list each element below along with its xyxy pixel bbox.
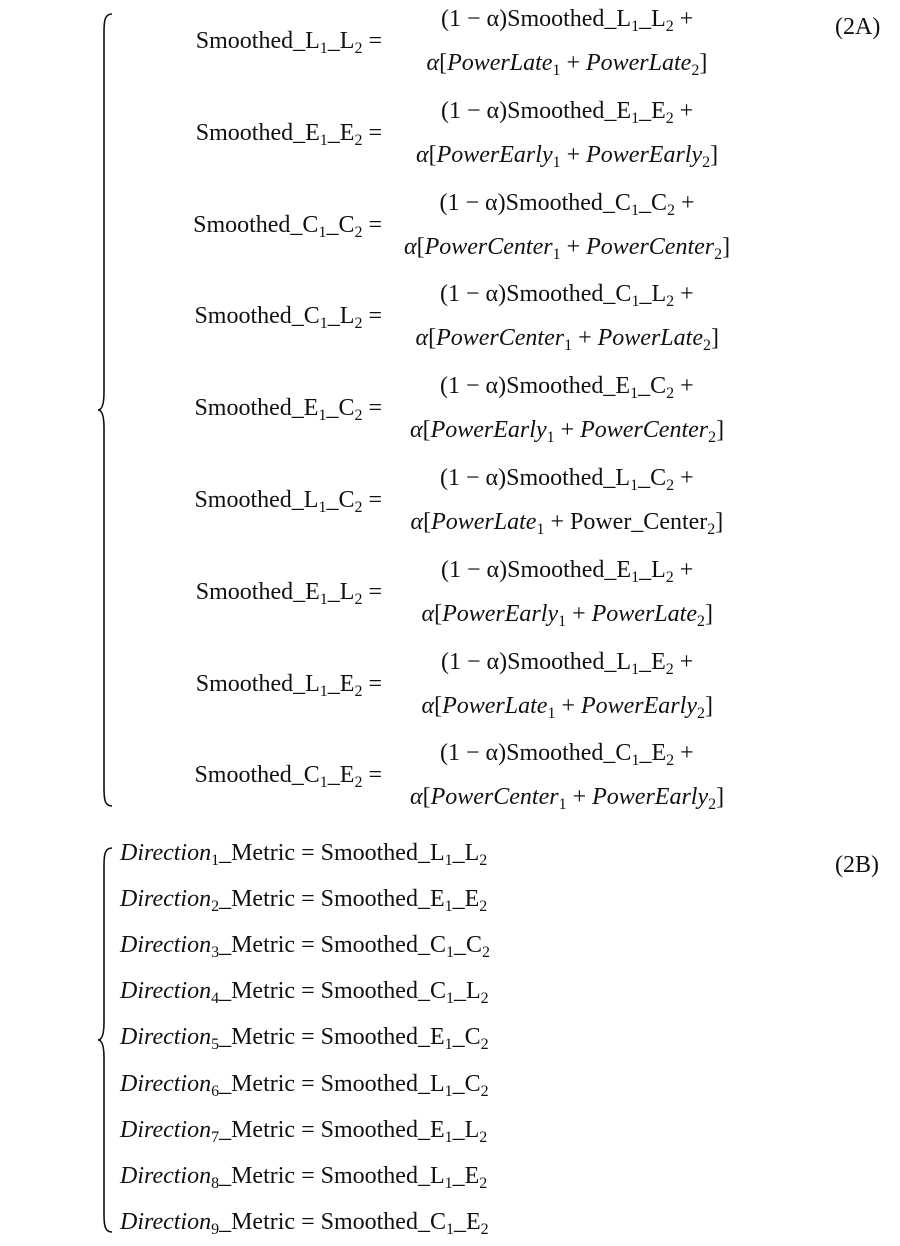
left-brace-2a	[96, 12, 114, 808]
equation-label-2a: (2A)	[835, 14, 881, 40]
equation-rhs-top: $(1 - \alpha)Smoothed\_L_1\_C_2$ +	[440, 465, 694, 494]
direction-metric-equation: Direction$_8$_Metric = $Smoothed\_L_1\_E_2$	[120, 1162, 488, 1192]
equation-rhs-top: $(1 - \alpha)Smoothed\_C_1\_E_2$ +	[440, 740, 694, 770]
equation-rhs-bottom: α[PowerLate$_1$ + Power_Center$_2$]	[410, 509, 724, 538]
equation-lhs: $Smoothed\_L_1\_L_2$ =	[195, 28, 382, 57]
equation-rhs-top: $(1 - \alpha)Smoothed\_L_1\_E_2$ +	[441, 648, 694, 678]
equation-lhs: $Smoothed\_E_1\_E_2$ =	[195, 119, 382, 149]
equation-rhs-top: $(1 - \alpha)Smoothed\_E_1\_C_2$ +	[440, 373, 694, 403]
equation-lhs: $Smoothed\_E_1\_L_2$ =	[195, 578, 382, 608]
equation-rhs-bottom: α[PowerCenter$_1$ + PowerLate$_2$]	[415, 325, 719, 355]
equation-rhs-bottom: α[PowerCenter$_1$ + PowerEarly$_2$]	[410, 784, 725, 814]
direction-metric-equation: Direction$_1$_Metric = $Smoothed\_L_1\_L_2$	[120, 840, 488, 869]
equation-rhs-top: $(1 - \alpha)Smoothed\_C_1\_C_2$ +	[439, 189, 695, 219]
direction-metric-equation: Direction$_9$_Metric = $Smoothed\_C_1\_E_2$	[120, 1208, 489, 1238]
equation-rhs-top: $(1 - \alpha)Smoothed\_E_1\_E_2$ +	[441, 97, 694, 127]
direction-metric-equation: Direction$_7$_Metric = $Smoothed\_E_1\_L_2$	[120, 1116, 488, 1146]
equation-rhs-bottom: α[PowerEarly$_1$ + PowerEarly$_2$]	[416, 141, 719, 171]
equation-rhs-bottom: α[PowerEarly$_1$ + PowerCenter$_2$]	[410, 417, 725, 447]
equation-lhs: $Smoothed\_C_1\_C_2$ =	[193, 211, 382, 241]
left-brace-2b	[96, 846, 114, 1234]
equation-rhs-bottom: α[PowerEarly$_1$ + PowerLate$_2$]	[421, 600, 713, 630]
direction-metric-equation: Direction$_3$_Metric = $Smoothed\_C_1\_C_2$	[120, 932, 490, 962]
equation-lhs: $Smoothed\_L_1\_E_2$ =	[195, 670, 382, 700]
equation-lhs: $Smoothed\_C_1\_E_2$ =	[194, 762, 382, 792]
equation-lhs: $Smoothed\_C_1\_L_2$ =	[194, 303, 382, 333]
direction-metric-equation: Direction$_5$_Metric = $Smoothed\_E_1\_C_2$	[120, 1024, 489, 1054]
direction-metric-equation: Direction$_4$_Metric = $Smoothed\_C_1\_L_2$	[120, 978, 489, 1008]
equation-rhs-top: $(1 - \alpha)Smoothed\_L_1\_L_2$ +	[441, 6, 694, 35]
equation-rhs-top: $(1 - \alpha)Smoothed\_C_1\_L_2$ +	[440, 281, 694, 311]
direction-metric-equation: Direction$_6$_Metric = $Smoothed\_L_1\_C_2$	[120, 1070, 489, 1100]
equation-rhs-bottom: α[PowerLate$_1$ + PowerLate$_2$]	[426, 50, 708, 79]
equation-lhs: $Smoothed\_E_1\_C_2$ =	[194, 395, 382, 425]
equation-rhs-bottom: α[PowerLate$_1$ + PowerEarly$_2$]	[421, 692, 713, 722]
direction-metric-equation: Direction$_2$_Metric = $Smoothed\_E_1\_E_2$	[120, 886, 488, 916]
equation-lhs: $Smoothed\_L_1\_C_2$ =	[194, 487, 382, 516]
equation-rhs-bottom: α[PowerCenter$_1$ + PowerCenter$_2$]	[404, 233, 731, 263]
equation-rhs-top: $(1 - \alpha)Smoothed\_E_1\_L_2$ +	[441, 556, 694, 586]
equation-label-2b: (2B)	[835, 852, 879, 878]
